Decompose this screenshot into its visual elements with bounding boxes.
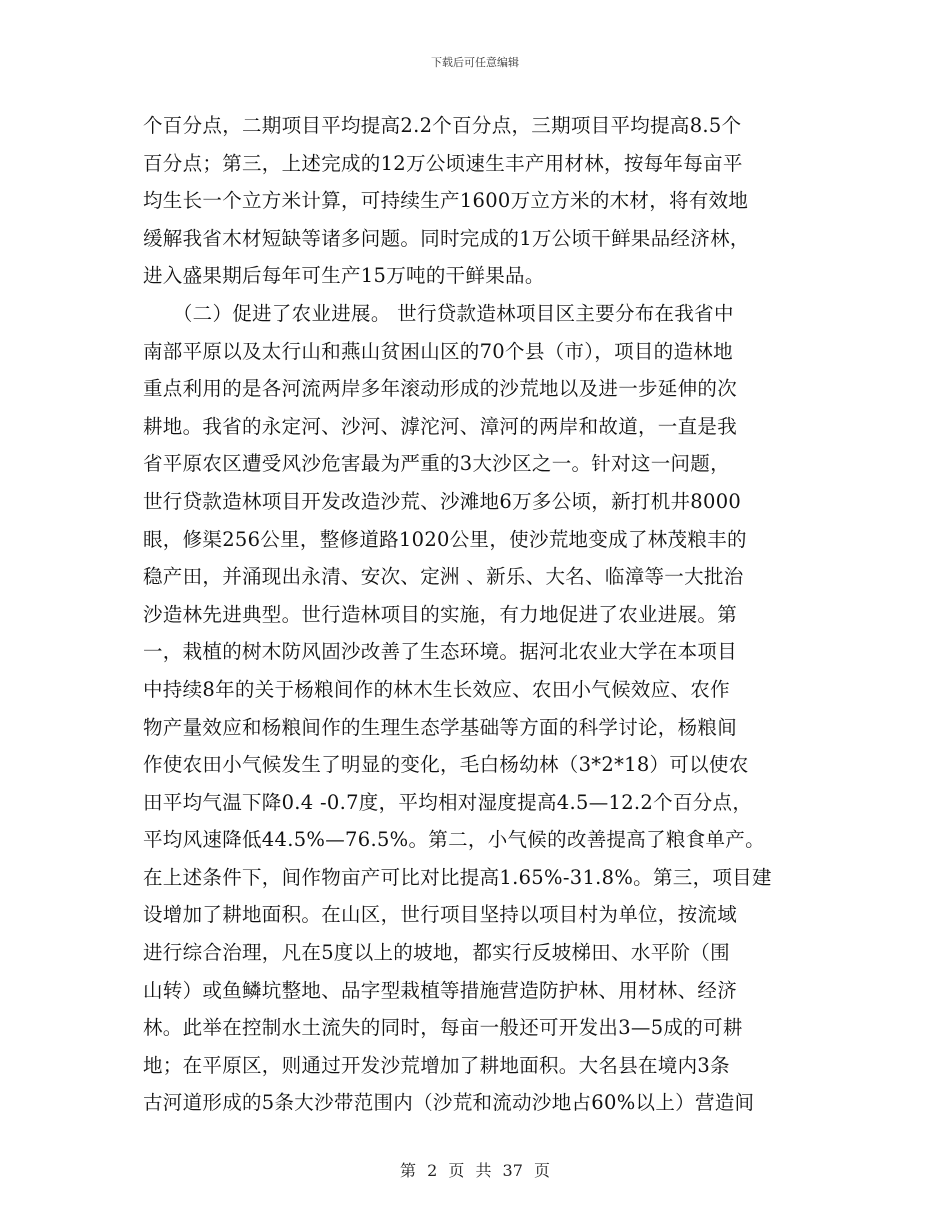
text-line: 古河道形成的5条大沙带范围内（沙荒和流动沙地占60%以上）营造间	[143, 1091, 755, 1115]
text-line: 进入盛果期后每年可生产15万吨的干鲜果品。	[143, 264, 545, 288]
text-line: 眼，修渠256公里，整修道路1020公里，使沙荒地变成了林茂粮丰的	[143, 527, 747, 551]
text-line: 林。此举在控制水土流失的同时，每亩一般还可开发出3—5成的可耕	[143, 1016, 743, 1040]
text-line: 物产量效应和杨粮间作的生理生态学基础等方面的科学讨论，杨粮间	[143, 715, 738, 739]
page-number-footer: 第 2 页 共 37 页	[400, 1161, 550, 1180]
text-line: 在上述条件下，间作物亩产可比对比提高1.65%-31.8%。第三，项目建	[143, 865, 772, 889]
text-line: 南部平原以及太行山和燕山贫困山区的70个县（市），项目的造林地	[143, 339, 733, 363]
text-line: 缓解我省木材短缺等诸多问题。同时完成的1万公顷干鲜果品经济林，	[143, 226, 750, 250]
text-line: 世行贷款造林项目开发改造沙荒、沙滩地6万多公顷，新打机井8000	[143, 489, 742, 513]
text-line: 一，栽植的树木防风固沙改善了生态环境。据河北农业大学在本项目	[143, 640, 738, 664]
text-line: 田平均气温下降0.4 -0.7度，平均相对湿度提高4.5—12.2个百分点，	[143, 790, 753, 814]
page-header-note: 下载后可任意编辑	[431, 56, 519, 69]
text-line: 山转）或鱼鳞坑整地、品字型栽植等措施营造防护林、用材林、经济	[143, 978, 738, 1002]
text-line: 沙造林先进典型。世行造林项目的实施，有力地促进了农业进展。第	[143, 602, 738, 626]
text-line: 设增加了耕地面积。在山区，世行项目坚持以项目村为单位，按流域	[143, 903, 738, 927]
text-line: 平均风速降低44.5%—76.5%。第二，小气候的改善提高了粮食单产。	[143, 828, 765, 852]
document-body	[143, 107, 807, 1122]
text-line: 重点利用的是各河流两岸多年滚动形成的沙荒地以及进一步延伸的次	[143, 377, 738, 401]
text-line: 耕地。我省的永定河、沙河、滹沱河、漳河的两岸和故道，一直是我	[143, 414, 738, 438]
text-line: 进行综合治理，凡在5度以上的坡地，都实行反坡梯田、水平阶（围	[143, 941, 730, 965]
text-line: 省平原农区遭受风沙危害最为严重的3大沙区之一。针对这一问题，	[143, 452, 730, 476]
text-line: 中持续8年的关于杨粮间作的林木生长效应、农田小气候效应、农作	[143, 677, 730, 701]
text-line: （二）促进了农业进展。 世行贷款造林项目区主要分布在我省中	[143, 301, 734, 325]
text-line: 个百分点，二期项目平均提高2.2个百分点，三期项目平均提高8.5个	[143, 114, 742, 137]
text-line: 作使农田小气候发生了明显的变化，毛白杨幼林（3*2*18）可以使农	[143, 753, 749, 777]
text-line: 地；在平原区，则通过开发沙荒增加了耕地面积。大名县在境内3条	[143, 1053, 730, 1077]
text-line: 百分点；第三，上述完成的12万公顷速生丰产用材林，按每年每亩平	[143, 151, 743, 175]
text-line: 稳产田，并涌现出永清、安次、定洲 、新乐、大名、临漳等一大批治	[143, 565, 744, 589]
text-line: 均生长一个立方米计算，可持续生产1600万立方米的木材，将有效地	[143, 189, 749, 213]
